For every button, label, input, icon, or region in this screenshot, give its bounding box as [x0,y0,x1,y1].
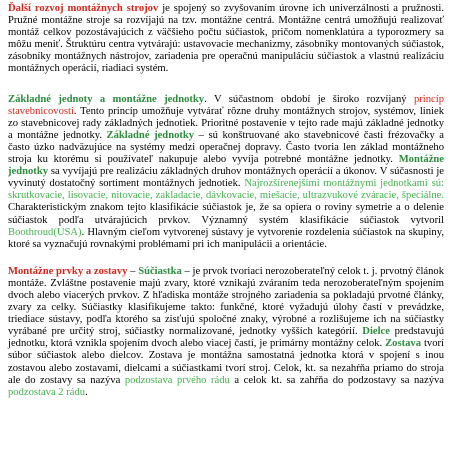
heading-dalsi-rozvoj: Ďalší rozvoj montážnych strojov [8,3,159,14]
term-suciastka: Súčiastka [138,265,182,277]
heading-zakladne-jednotky: Základné jednoty a montážne jednotky [8,93,205,105]
text-segment: . Tento princíp umožňuje vytvárať rôzne druhy montážnych strojov, systémov, liniek zo stavebnicovej rady základných jednotiek. Prioritné postavenie v tejto rade majú základné jednotky a montážne jednotky. [8,105,444,141]
text-segment: Charakteristickým znakom tejto klasifikácie súčiastok je, že sa opiera o roviny symetrie a o delenie súčiastok podľa utvárajúcich prvkov. Významný systém klasifikácie súčiastok vytvoril [8,202,444,226]
text-segment: sa vyvíjajú pre realizáciu základných druhov montážnych operácií a úkonov. V súčasnosti je vyvinutý dostatočný sortiment montážnych jednotiek. [8,166,444,190]
text-segment: . Hlavným cieľom vytvorenej sústavy je vytvorenie rozdelenia súčiastok na skupiny, ktoré sa vyznačujú rovnakými problémami pri ich manipulácii a orientácie. [8,226,444,250]
paragraph-montazne-centra [8,3,444,76]
text-segment: – [127,265,139,277]
text-segment: . V súčastnom období je široko rozvíjaný [204,93,414,105]
text-segment: predstavujú jednotku, ktorá vznikla spojením dvoch alebo viacej častí, je primárny montážny celok. [8,326,444,350]
text-segment: tvorí súbor súčiastok alebo dielcov. Zostava je montážna samostatná jednotka ktorá v spojení s inou zostavou alebo zostavami, dielcami a súčiastkami tvorí stroj. Celok, kt. sa nezahŕňa priamo do stroja ale do zostavy sa nazýva [8,338,444,386]
term-boothroud: Boothroud(USA) [8,226,82,238]
text-segment: – sú konštruované ako stavebnicové časti frézovačky a často úzko nadväzujúce na systémy medzi operačnej dopravy. Často tvoria len základ montážneho stroja ku ktorému si používateľ nakupuje alebo vyvíja potrebné montážne jednotky. [8,129,444,166]
heading-montazne-prvky: Montážne prvky a zostavy [8,265,128,277]
term-podzostava-prveho-radu: podzostava prvého rádu [124,374,230,386]
text-segment: a celok kt. sa zahŕňa do podzostavy sa nazýva [229,374,444,386]
term-princip-stavebnicovosti: princíp stavebnicovosti [8,93,444,117]
term-zakladne-jednotky: Základné jednotky [106,129,195,141]
text-segment: je spojený so zvyšovaním úrovne ich univerzálnosti a pružnosti. Pružné montážne stroje sa rozvíjajú na tzv. montážne centrá. Montážne centrá umožňujú realizovať montáž celkov pozostávajúcich z väčšieho počtu súčiastok, pričom nomenklatúra a typorozmery sa môžu meniť. Štruktúru centra vytvárajú: ustavovacie mechanizmy, zásobníky montovaných súčiastok, zásobníky montážnych nástrojov, zariadenia pre operačnú manipuláciu súčiastok a vlastnú realizáciu montážnych operácií, riadiaci systém. [8,3,445,75]
term-montazne-jednotky: Montážne jednotky [8,154,444,178]
paragraph-zakladne-jednotky [8,94,444,251]
term-zostava: Zostava [385,338,422,350]
text-segment: – je prvok tvoriaci nerozoberateľný celok t. j. prvotný článok montáže. Zvláštne postavenie majú zvary, ktoré vznikajú zváraním teda nerozoberateľným spojením dvoch alebo viacerých prvkov. Z hľadiska montáže strojného zariadenia sa pokladajú prvotné články, zvary za celky. Súčiastky klasifikujeme takto: funkčné, ktoré vyžadujú úlohy častí v prevádzke, triediace sústavy, podľa ktorého sa zisťujú spoločné znaky, výrobné a rozlišujeme ich na súčiastky vyrábané pre určitý stroj, súčiastky normalizované, jednotky vyšších kategórií. [8,265,444,338]
term-dielce: Dielce [362,326,390,338]
term-podzostava-2-radu: podzostava 2 rádu [8,386,86,398]
list-montazne-jednotky: Najrozšírenejšími montážnymi jednotkami sú: skrutkovacie, lisovacie, nitovacie, zakladacie, dávkovacie, miešacie, ultrazvukové zváracie, špeciálne. [8,178,444,202]
paragraph-montazne-prvky [8,266,444,399]
text-segment: . [85,386,88,398]
